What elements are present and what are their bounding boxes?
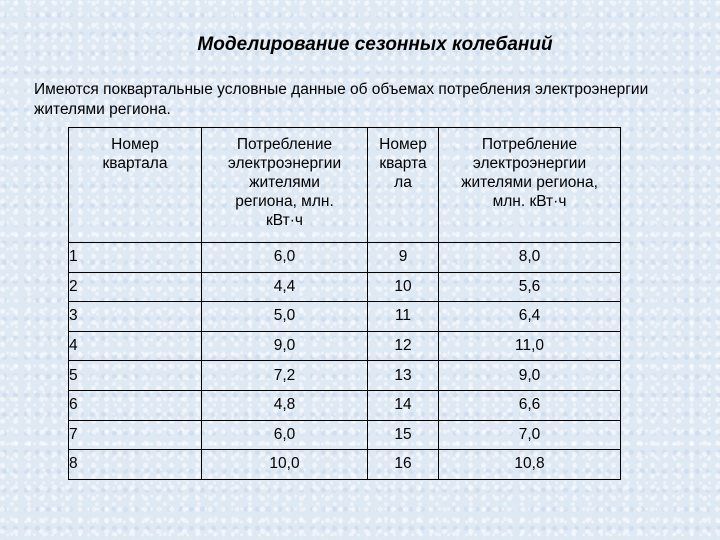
quarter-cell: 12 bbox=[368, 331, 439, 361]
quarter-cell: 5 bbox=[69, 361, 202, 391]
header-line: электроэнергии bbox=[472, 155, 587, 172]
consumption-cell: 4,8 bbox=[202, 390, 368, 420]
header-line: кВт·ч bbox=[266, 212, 303, 229]
quarter-cell: 3 bbox=[69, 302, 202, 332]
header-line: жителями bbox=[249, 174, 320, 191]
page-title: Моделирование сезонных колебаний bbox=[197, 34, 553, 55]
consumption-cell: 7,0 bbox=[439, 420, 621, 450]
header-line: Номер bbox=[379, 136, 427, 153]
table-row bbox=[69, 390, 621, 420]
header-line: млн. кВт·ч bbox=[492, 193, 567, 210]
header-consumption-2 bbox=[439, 128, 621, 243]
table-header-row bbox=[69, 128, 621, 243]
consumption-cell: 6,0 bbox=[202, 420, 368, 450]
consumption-cell: 9,0 bbox=[439, 361, 621, 391]
consumption-cell: 5,6 bbox=[439, 272, 621, 302]
consumption-cell: 11,0 bbox=[439, 331, 621, 361]
consumption-cell: 5,0 bbox=[202, 302, 368, 332]
quarter-cell: 10 bbox=[368, 272, 439, 302]
header-line: ла bbox=[394, 174, 412, 191]
consumption-cell: 4,4 bbox=[202, 272, 368, 302]
quarter-cell: 6 bbox=[69, 390, 202, 420]
quarter-cell: 11 bbox=[368, 302, 439, 332]
header-line: Потребление bbox=[236, 136, 333, 153]
consumption-cell: 10,0 bbox=[202, 450, 368, 480]
table-row bbox=[69, 361, 621, 391]
consumption-cell: 10,8 bbox=[439, 450, 621, 480]
header-line: кварта bbox=[379, 155, 427, 172]
consumption-cell: 9,0 bbox=[202, 331, 368, 361]
quarter-cell: 4 bbox=[69, 331, 202, 361]
header-quarter-number bbox=[69, 128, 202, 243]
header-quarter-number-2 bbox=[368, 128, 439, 243]
consumption-cell: 7,2 bbox=[202, 361, 368, 391]
table-row bbox=[69, 450, 621, 480]
header-line: Номер bbox=[111, 136, 159, 153]
consumption-cell: 6,0 bbox=[202, 243, 368, 273]
quarter-cell: 13 bbox=[368, 361, 439, 391]
header-line: региона, млн. bbox=[235, 193, 334, 210]
intro-line: жителями региона. bbox=[34, 101, 171, 118]
intro-line: Имеются поквартальные условные данные об объемах потребления электроэнергии bbox=[34, 81, 649, 98]
quarter-cell: 8 bbox=[69, 450, 202, 480]
header-line: электроэнергии bbox=[227, 155, 342, 172]
quarter-cell: 1 bbox=[69, 243, 202, 273]
header-consumption bbox=[202, 128, 368, 243]
header-line: квартала bbox=[102, 155, 168, 172]
table-row bbox=[69, 331, 621, 361]
header-line: Потребление bbox=[481, 136, 578, 153]
consumption-cell: 6,4 bbox=[439, 302, 621, 332]
consumption-cell: 6,6 bbox=[439, 390, 621, 420]
quarter-cell: 16 bbox=[368, 450, 439, 480]
table-row bbox=[69, 243, 621, 273]
consumption-cell: 8,0 bbox=[439, 243, 621, 273]
quarter-cell: 7 bbox=[69, 420, 202, 450]
quarter-cell: 9 bbox=[368, 243, 439, 273]
table-row bbox=[69, 272, 621, 302]
quarter-cell: 2 bbox=[69, 272, 202, 302]
table-row bbox=[69, 302, 621, 332]
quarter-cell: 15 bbox=[368, 420, 439, 450]
intro-text bbox=[34, 80, 720, 120]
consumption-table bbox=[68, 127, 621, 480]
header-line: жителями региона, bbox=[461, 174, 598, 191]
quarter-cell: 14 bbox=[368, 390, 439, 420]
table-row bbox=[69, 420, 621, 450]
